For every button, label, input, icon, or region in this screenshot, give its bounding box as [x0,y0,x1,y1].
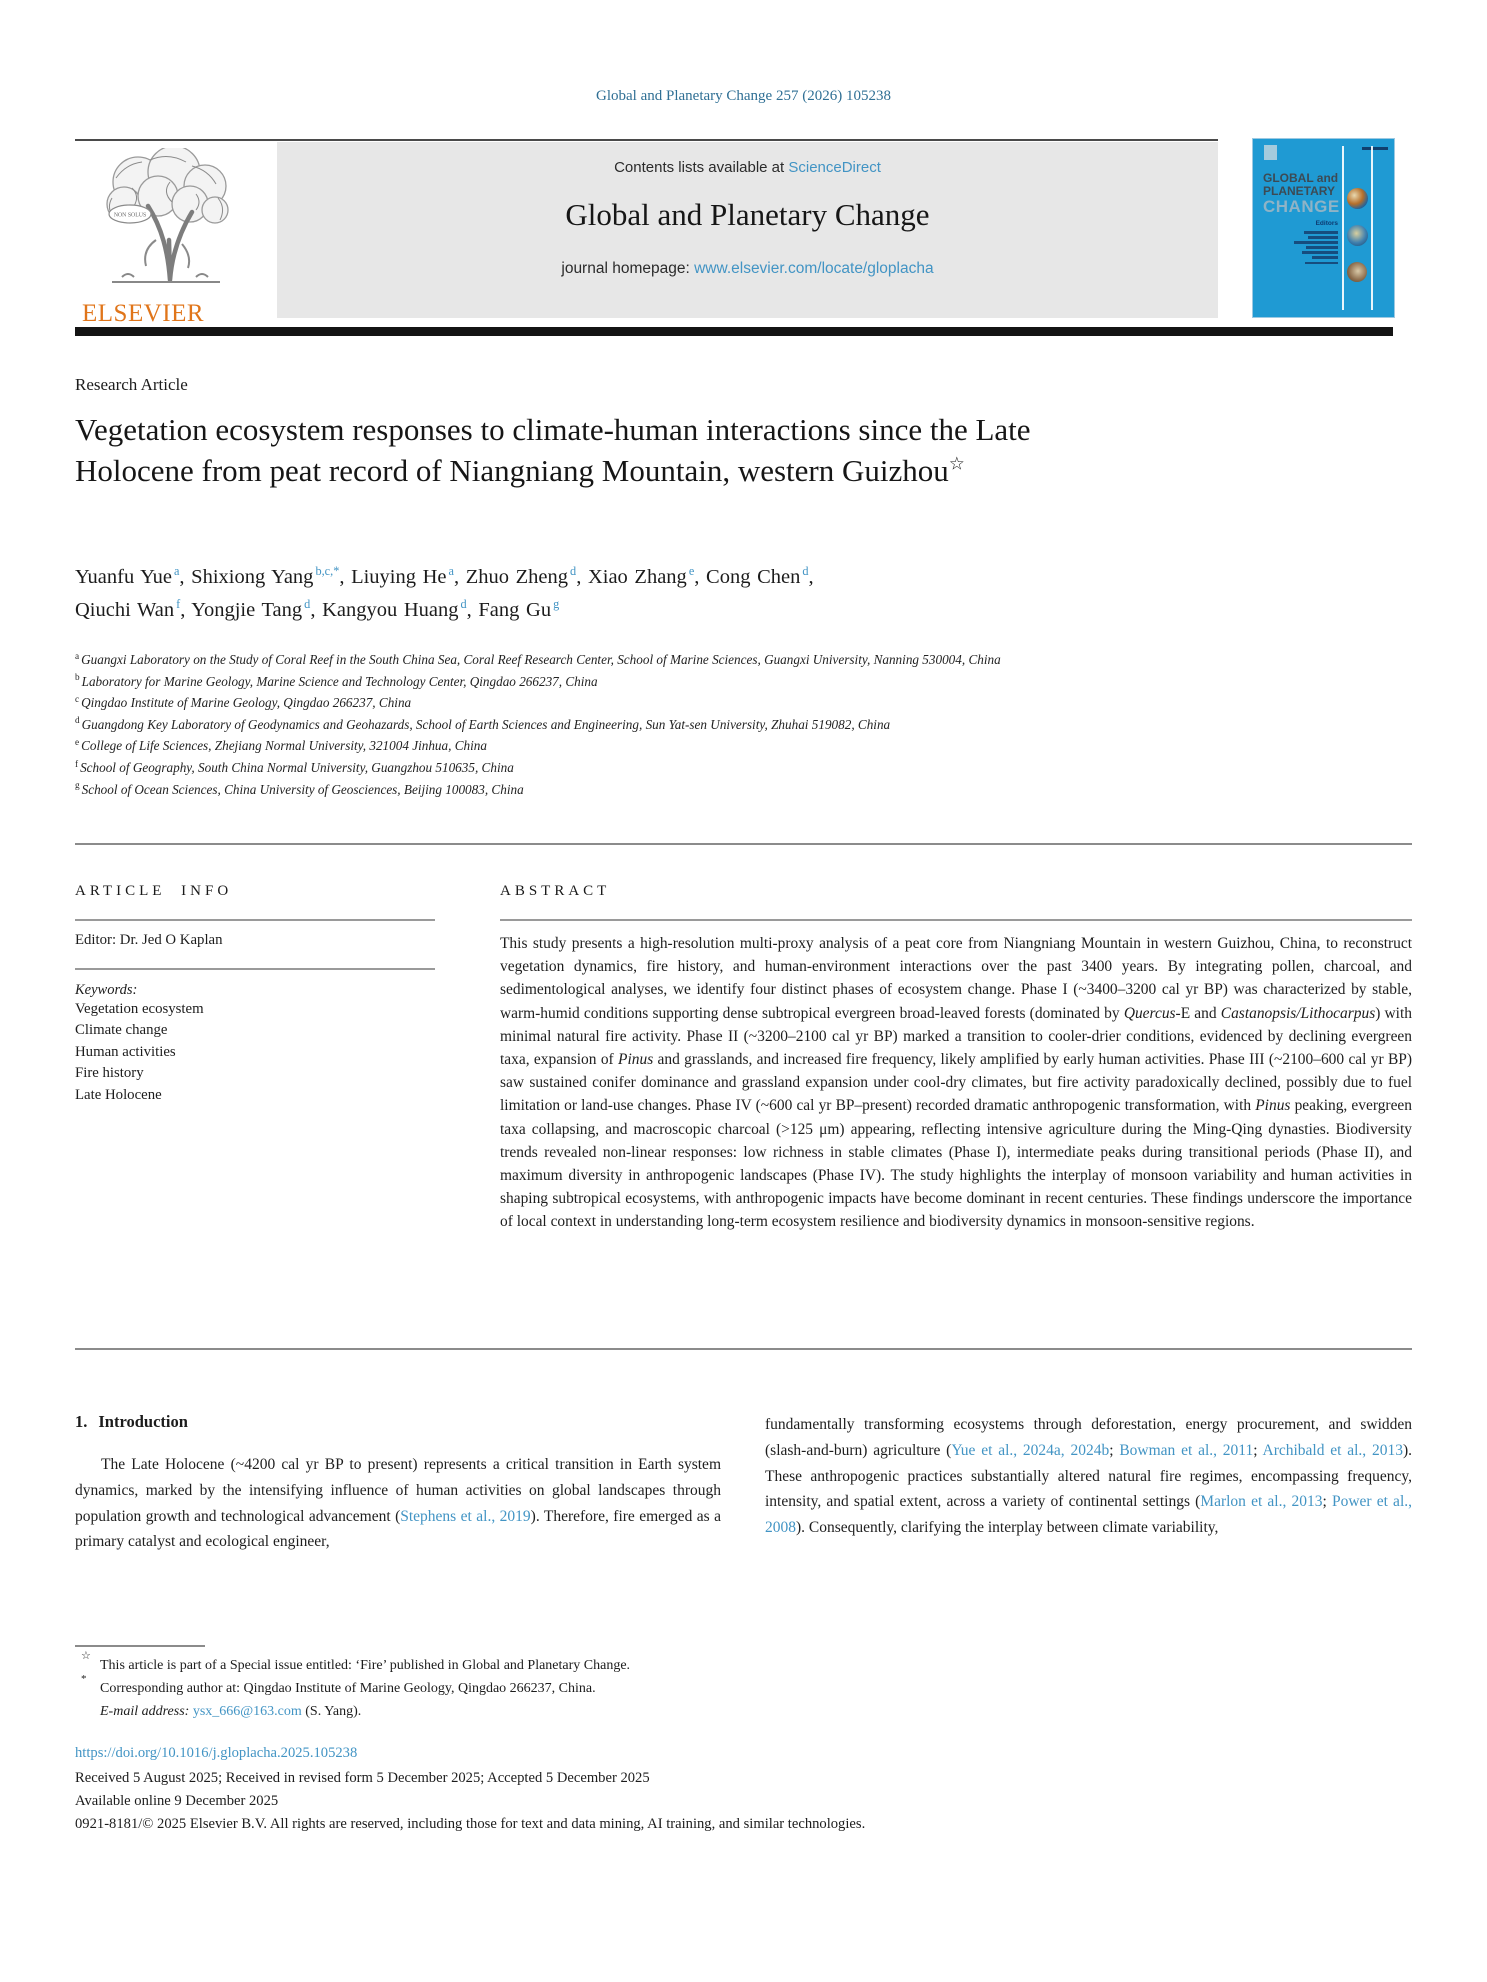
abstract-rule [500,919,1412,921]
affiliation [75,671,1193,693]
body-text: ; [1253,1441,1263,1459]
homepage-prefix: journal homepage: [561,260,695,277]
affiliation-text: Guangxi Laboratory on the Study of Coral Reef in the South China Sea, Coral Reef Research Center, School of Marine Sciences, Guangxi University, Nanning 530004, China [81,652,1001,667]
body-text: The Late Holocene (~4200 cal yr BP to present) represents a critical transition in Earth system dynamics, marked by the intensifying influence of human activities on global landscapes through population growth and technological advancement ( [75,1456,721,1525]
affiliation-text: Qingdao Institute of Marine Geology, Qingdao 266237, China [81,695,412,711]
affiliation [75,779,1193,801]
taxon-name: Pinus [1255,1097,1291,1115]
affiliation-text: Guangdong Key Laboratory of Geodynamics and Geohazards, School of Earth Sciences and Engineering, Sun Yat-sen University, Zhuhai 519082, China [81,716,891,732]
body-text: fundamentally transforming ecosystems through deforestation, energy procurement, and swidden (slash-and-burn) agriculture ( [765,1416,1412,1459]
contents-line [277,159,1218,176]
author-name: Yuanfu Yue [75,566,172,588]
affiliation-list [75,649,1193,800]
email-tail: (S. Yang). [301,1704,362,1719]
journal-homepage-link[interactable]: www.elsevier.com/locate/gloplacha [694,260,934,277]
email-label: E-mail address: [100,1704,190,1719]
affiliation-text: College of Life Sciences, Zhejiang Normal University, 321004 Jinhua, China [81,738,487,754]
header-top-rule [75,139,1218,141]
abstract-segment: peaking, evergreen taxa collapsing, and macroscopic charcoal (>125 μm) appearing, reflecting intensive agriculture during the Ming-Qing dynasties. Biodiversity trends revealed non-linear responses: low richness in stable climates (Phase I), intermediate peaks during transitional periods (Phase II), and maximum diversity in anthropogenic landscapes (Phase IV). The study highlights the interplay of monsoon variability and human activities in shaping subtropical ecosystems, with anthropogenic impacts have become dominant in recent centuries. These findings underscore the importance of local context in understanding long-term ecosystem resilience and biodiversity dynamics in monsoon-sensitive regions. [500,1097,1413,1231]
affiliation-text: School of Ocean Sciences, China University of Geosciences, Beijing 100083, China [81,781,524,797]
author-list-line1 [75,566,1295,589]
masthead-box [277,142,1218,318]
cover-elsevier-mark-icon [1264,145,1277,160]
article-info-column [75,883,435,1106]
abstract-segment: This study presents a high-resolution multi-proxy analysis of a peat core from Niangniang Mountain in western Guizhou, China, to reconstruct vegetation dynamics, fire history, and human-environment interactions over the past 3400 years. By integrating pollen, charcoal, and sedimentological analyses, we identify four distinct phases of ecosystem change. Phase I (~3400–3200 cal yr BP) was characterized by stable, warm-humid conditions supporting dense subtropical evergreen broad-leaved forests (dominated by [500,935,1412,1022]
body-text: ; [1322,1493,1332,1511]
article-title [75,409,1085,491]
citation-link[interactable]: Power et al., 2008 [765,1493,1412,1537]
citation-link[interactable]: Yue et al., 2024a, 2024b [951,1441,1110,1459]
body-text: ). These anthropogenic practices substantially altered natural fire regimes, encompassing frequency, intensity, and spatial extent, across a variety of continental settings ( [765,1441,1413,1511]
affiliation [75,714,1193,736]
author-separator: , [808,566,814,588]
affiliation-text: Laboratory for Marine Geology, Marine Science and Technology Center, Qingdao 266237, China [81,673,598,689]
keyword: Late Holocene [75,1086,162,1103]
author-affiliation-marker: d [304,597,311,612]
cover-divider [1371,146,1373,310]
section-heading-introduction [75,1412,188,1432]
affiliation-marker: g [75,780,80,791]
affiliation-marker: c [75,693,80,704]
author-name: , Cong Chen [694,566,801,588]
contents-prefix: Contents lists available at [614,159,789,176]
affiliation-marker: f [75,758,79,769]
article-title-text: Vegetation ecosystem responses to climate-human interactions since the Late Holocene from peat record of Niangniang Mountain, western Guizhou [75,412,1031,488]
taxon-name: Castanopsis/Lithocarpus [1220,1004,1376,1022]
author-name: , Liuying He [339,566,447,588]
article-info-rule [75,968,435,970]
author-name: , Yongjie Tang [180,599,303,621]
author-name: , Zhuo Zheng [454,566,569,588]
cover-title-line3: CHANGE [1263,197,1340,216]
author-name: Qiuchi Wan [75,599,175,621]
affiliation-marker: b [75,672,80,683]
ammonite-fossil-icon [1347,262,1367,282]
citation-link[interactable]: Bowman et al., 2011 [1119,1441,1254,1459]
article-info-heading: ARTICLE INFO [75,883,233,899]
footnote-text: This article is part of a Special issue entitled: ‘Fire’ published in Global and Planetary Change. [100,1658,631,1673]
special-issue-star-icon[interactable]: ☆ [948,453,965,475]
author-affiliation-marker: f [176,597,181,612]
globe-icon [1347,188,1368,209]
section-number: 1. [75,1412,88,1431]
author-name: , Kangyou Huang [310,599,459,621]
abstract-heading: ABSTRACT [500,883,611,899]
abstract-text [500,932,1412,1234]
homepage-line [277,260,1218,278]
abstract-segment: -E and [1175,1004,1221,1022]
author-affiliation-marker: d [802,564,809,579]
abstract-segment: and grasslands, and increased fire frequency, likely amplified by early human activities. Phase III (~2100–600 cal yr BP) saw sustained conifer dominance and grassland expansion under cool-dry climates, but fire activity paradoxically declined, possibly due to fuel limitation or land-use changes. Phase IV (~600 cal yr BP–present) recorded dramatic anthropogenic transformation, with [500,1051,1412,1115]
author-affiliation-marker: b,c,* [315,564,340,579]
footnote-text: Corresponding author at: Qingdao Institute of Marine Geology, Qingdao 266237, China. [100,1681,596,1696]
author-affiliation-marker: d [570,564,577,579]
introduction-column-left [75,1452,721,1555]
keywords-label: Keywords: [75,982,138,998]
article-info-rule [75,919,435,921]
journal-title: Global and Planetary Change [565,197,930,232]
header-black-bar [75,327,1393,336]
body-text: ). Consequently, clarifying the interplay between climate variability, [796,1519,1219,1537]
available-online: Available online 9 December 2025 [75,1793,279,1809]
body-text: ; [1109,1441,1120,1459]
author-affiliation-marker: e [688,564,695,579]
author-affiliation-marker: d [460,597,467,612]
affiliation-marker: e [75,736,80,747]
special-issue-footnote: ☆ This article is part of a Special issue entitled: ‘Fire’ published in Global and Planetary Change. [81,1649,631,1673]
author-affiliation-marker: a [448,564,455,579]
received-dates: Received 5 August 2025; Received in revised form 5 December 2025; Accepted 5 December 2025 [75,1770,650,1786]
corresponding-author-footnote: * Corresponding author at: Qingdao Institute of Marine Geology, Qingdao 266237, China. [81,1673,596,1696]
affiliation-marker: d [75,715,80,726]
elsevier-wordmark: ELSEVIER [82,300,205,327]
elsevier-logo[interactable] [82,148,248,328]
affiliation [75,735,1193,757]
editor-line: Editor: Dr. Jed O Kaplan [75,932,223,948]
citation-link[interactable]: Stephens et al., 2019 [400,1507,531,1525]
elsevier-motto: NON SOLUS [113,212,147,219]
body-text: ). Therefore, fire emerged as a primary catalyst and ecological engineer, [75,1507,721,1551]
taxon-name: Pinus [618,1051,654,1069]
affiliation [75,649,1193,671]
affiliation [75,692,1193,714]
author-name: , Fang Gu [466,599,552,621]
affiliation [75,757,1193,779]
journal-cover-thumbnail[interactable] [1252,138,1395,318]
abstract-column [500,883,1412,1234]
author-name: , Xiao Zhang [576,566,687,588]
doi-link[interactable]: https://doi.org/10.1016/j.gloplacha.2025.105238 [75,1745,358,1761]
author-affiliation-marker: g [553,597,560,612]
author-name: , Shixiong Yang [179,566,314,588]
article-type-label: Research Article [75,375,188,394]
journal-citation: Global and Planetary Change 257 (2026) 105238 [596,88,891,104]
introduction-column-right [765,1412,1412,1541]
keyword: Human activities [75,1043,176,1060]
section-divider-rule [75,843,1412,845]
citation-link[interactable]: Archibald et al., 2013 [1262,1441,1403,1459]
abstract-segment: ) with minimal natural fire activity. Phase II (~3200–2100 cal yr BP) marked a transition to cooler-drier conditions, evidenced by declining evergreen taxa, expansion of [500,1004,1412,1069]
elsevier-tree-icon [86,148,244,294]
globe-icon [1347,225,1368,246]
cover-title-line1: GLOBAL and [1263,171,1339,185]
author-affiliation-marker: a [173,564,180,579]
keyword: Climate change [75,1022,168,1039]
taxon-name: Quercus [1123,1004,1176,1022]
abstract-bottom-rule [75,1348,1412,1350]
keyword: Fire history [75,1065,144,1082]
footnote-rule [75,1645,205,1647]
citation-link[interactable]: Marlon et al., 2013 [1200,1493,1323,1511]
cover-issn-text [1362,147,1388,150]
cover-title-line2: PLANETARY [1263,184,1335,198]
affiliation-marker: a [75,650,80,661]
author-list-line2 [75,599,1295,622]
affiliation-text: School of Geography, South China Normal University, Guangzhou 510635, China [80,759,514,775]
cover-editors-label: Editors [1315,220,1338,227]
section-title: Introduction [98,1412,188,1431]
keyword: Vegetation ecosystem [75,1001,204,1017]
cover-divider [1342,146,1344,310]
email-link[interactable]: ysx_666@163.com [192,1704,302,1719]
copyright-line: 0921-8181/© 2025 Elsevier B.V. All rights are reserved, including those for text and data mining, AI training, and similar technologies. [75,1816,866,1832]
email-footnote [75,1704,860,1720]
cover-editor-names [1262,231,1338,267]
sciencedirect-link[interactable]: ScienceDirect [788,159,881,176]
